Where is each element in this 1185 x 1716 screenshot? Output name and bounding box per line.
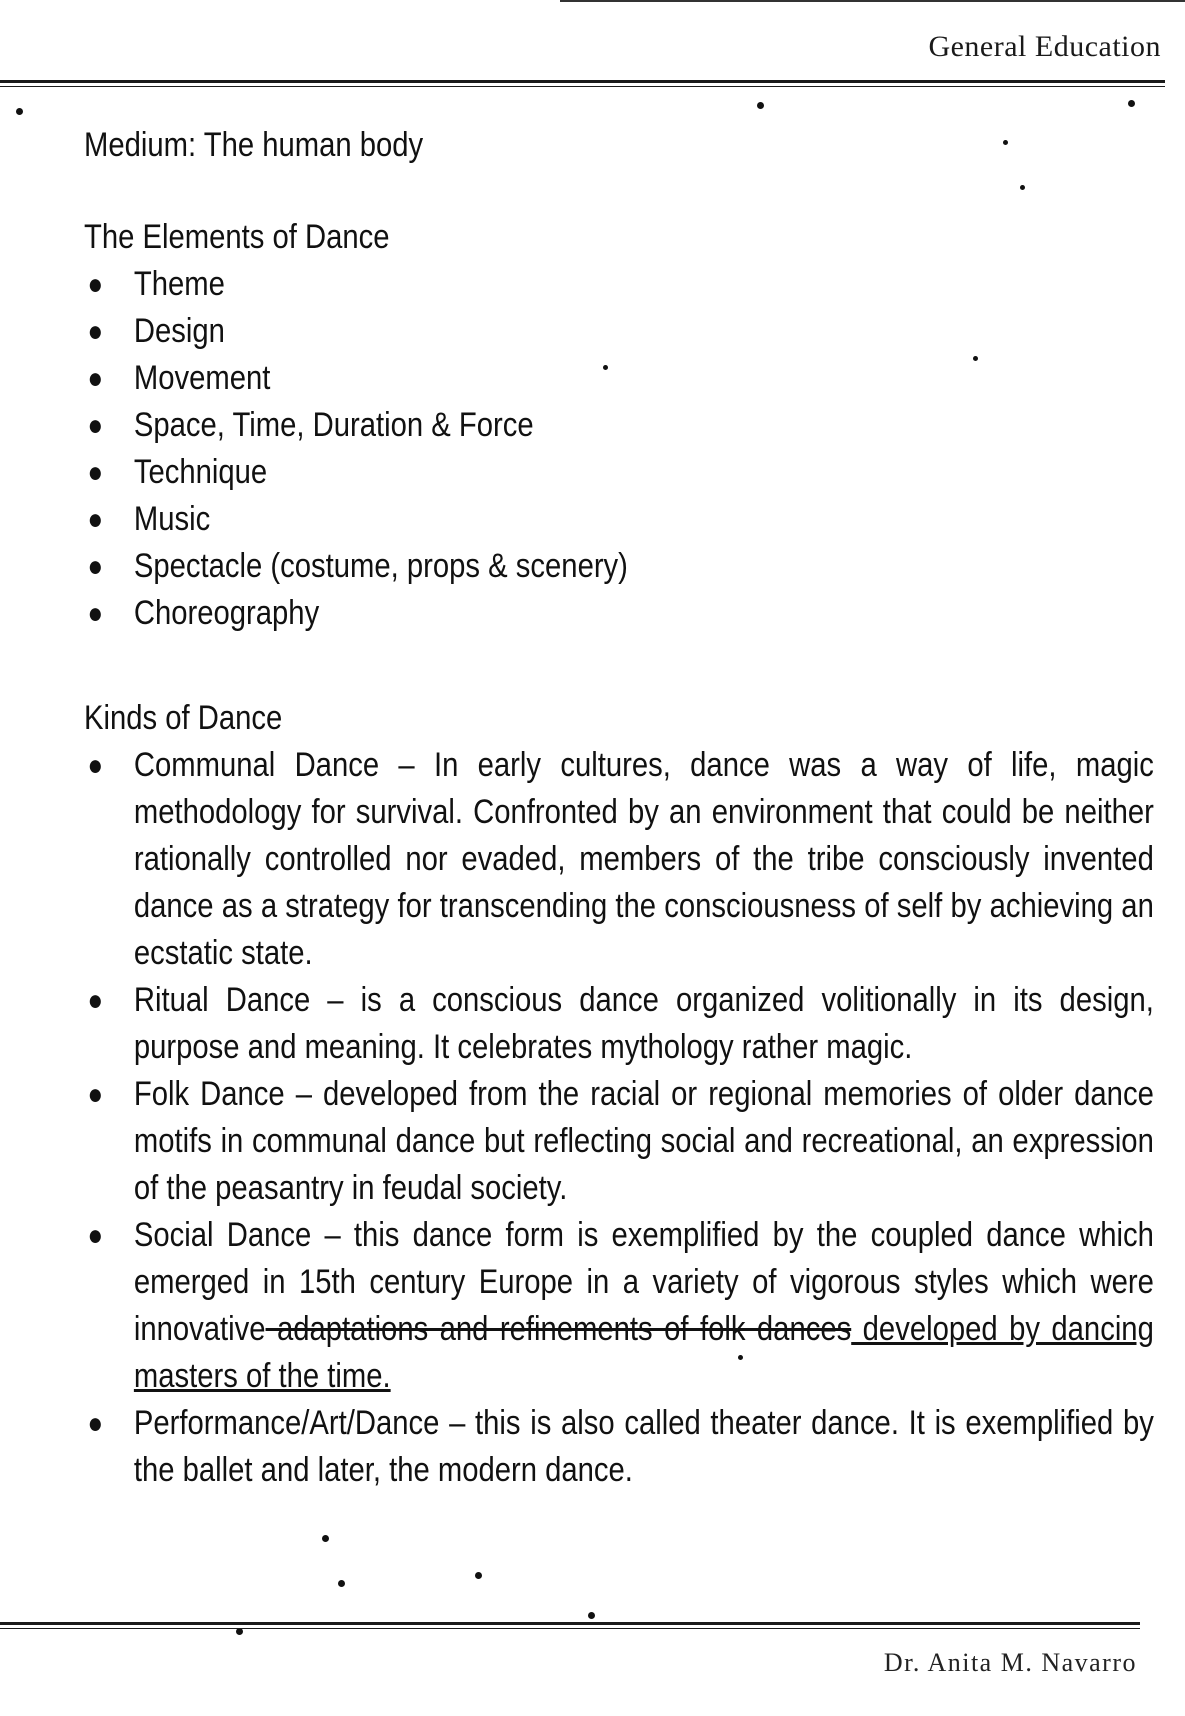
elements-heading: The Elements of Dance — [84, 218, 390, 256]
element-label: Movement — [133, 359, 271, 397]
list-item — [84, 1400, 1154, 1494]
kind-description: – In early cultures, dance was a way of life, magic methodology for survival. Confronted by an environment that could be neither rationally controlled nor evaded, members of the tribe consciously invented dance as a strategy for transcending the consciousness of self by achieving an ecstatic state. — [133, 746, 1154, 972]
scan-speck — [1003, 140, 1008, 145]
scan-speck — [338, 1580, 345, 1587]
list-item — [84, 496, 1154, 543]
struck-text: adaptations and refinements of folk dances — [265, 1310, 852, 1348]
bullet-icon: ● — [87, 1407, 104, 1440]
list-item — [84, 261, 1154, 308]
scan-speck — [16, 108, 23, 115]
bullet-icon: ● — [87, 597, 104, 630]
body-content — [84, 122, 1154, 1494]
medium-line: Medium: The human body — [84, 126, 424, 164]
scan-speck — [322, 1535, 329, 1542]
top-edge-line — [560, 0, 1185, 2]
element-label: Design — [133, 312, 225, 350]
element-label: Technique — [133, 453, 268, 491]
footer-author: Dr. Anita M. Navarro — [883, 1648, 1137, 1677]
bullet-icon: ● — [87, 1078, 104, 1111]
kind-title: Social Dance — [133, 1216, 312, 1254]
bullet-icon: ● — [87, 749, 104, 782]
bullet-icon: ● — [87, 456, 104, 489]
kind-title: Folk Dance — [133, 1075, 285, 1113]
bullet-icon: ● — [87, 268, 104, 301]
element-label: Theme — [133, 265, 225, 303]
kind-title: Communal Dance — [133, 746, 380, 784]
bullet-icon: ● — [87, 503, 104, 536]
footer-rule — [0, 1622, 1140, 1625]
scan-speck — [236, 1628, 243, 1635]
bullet-icon: ● — [87, 409, 104, 442]
kind-description: – developed from the racial or regional memories of older dance motifs in communal dance but reflecting social and recreational, an expression of the peasantry in feudal society. — [133, 1075, 1154, 1207]
running-header: General Education — [928, 30, 1161, 63]
list-item — [84, 402, 1154, 449]
bullet-icon: ● — [87, 315, 104, 348]
scan-speck — [1128, 100, 1135, 107]
list-item — [84, 742, 1154, 977]
scan-speck — [738, 1355, 743, 1360]
scan-speck — [1020, 185, 1025, 190]
list-item — [84, 355, 1154, 402]
element-label: Music — [133, 500, 211, 538]
list-item — [84, 449, 1154, 496]
kind-description: – this dance form is exemplified by the coupled dance which emerged in 15th century Europe in a variety of vigorous styles which were innovative — [133, 1216, 1154, 1348]
elements-list — [84, 261, 1154, 637]
bullet-icon: ● — [87, 550, 104, 583]
scan-speck — [757, 102, 764, 109]
content-column — [84, 122, 1154, 1494]
bullet-icon: ● — [87, 362, 104, 395]
list-item — [84, 543, 1154, 590]
footer-rule-thin — [0, 1628, 1140, 1629]
list-item — [84, 308, 1154, 355]
kind-description: – this is also called theater dance. It is exemplified by the ballet and later, the modern dance. — [133, 1404, 1154, 1489]
header-rule-thin — [0, 86, 1165, 87]
scan-speck — [588, 1612, 595, 1619]
bullet-icon: ● — [87, 984, 104, 1017]
scan-speck — [973, 356, 978, 361]
element-label: Spectacle (costume, props & scenery) — [133, 547, 628, 585]
list-item — [84, 590, 1154, 637]
kind-description-end: developed by dancing masters of the time. — [133, 1310, 1154, 1395]
scan-speck — [603, 365, 608, 370]
kind-description: – is a conscious dance organized volitionally in its design, purpose and meaning. It celebrates mythology rather magic. — [133, 981, 1154, 1066]
list-item — [84, 1071, 1154, 1212]
bullet-icon: ● — [87, 1219, 104, 1252]
element-label: Space, Time, Duration & Force — [133, 406, 534, 444]
header-rule — [0, 80, 1165, 83]
kinds-heading: Kinds of Dance — [84, 699, 283, 737]
kind-title: Ritual Dance — [133, 981, 311, 1019]
kind-title: Performance/Art/Dance — [133, 1404, 440, 1442]
kinds-list — [84, 742, 1154, 1494]
element-label: Choreography — [133, 594, 320, 632]
list-item — [84, 977, 1154, 1071]
scan-speck — [475, 1572, 482, 1579]
list-item — [84, 1212, 1154, 1400]
